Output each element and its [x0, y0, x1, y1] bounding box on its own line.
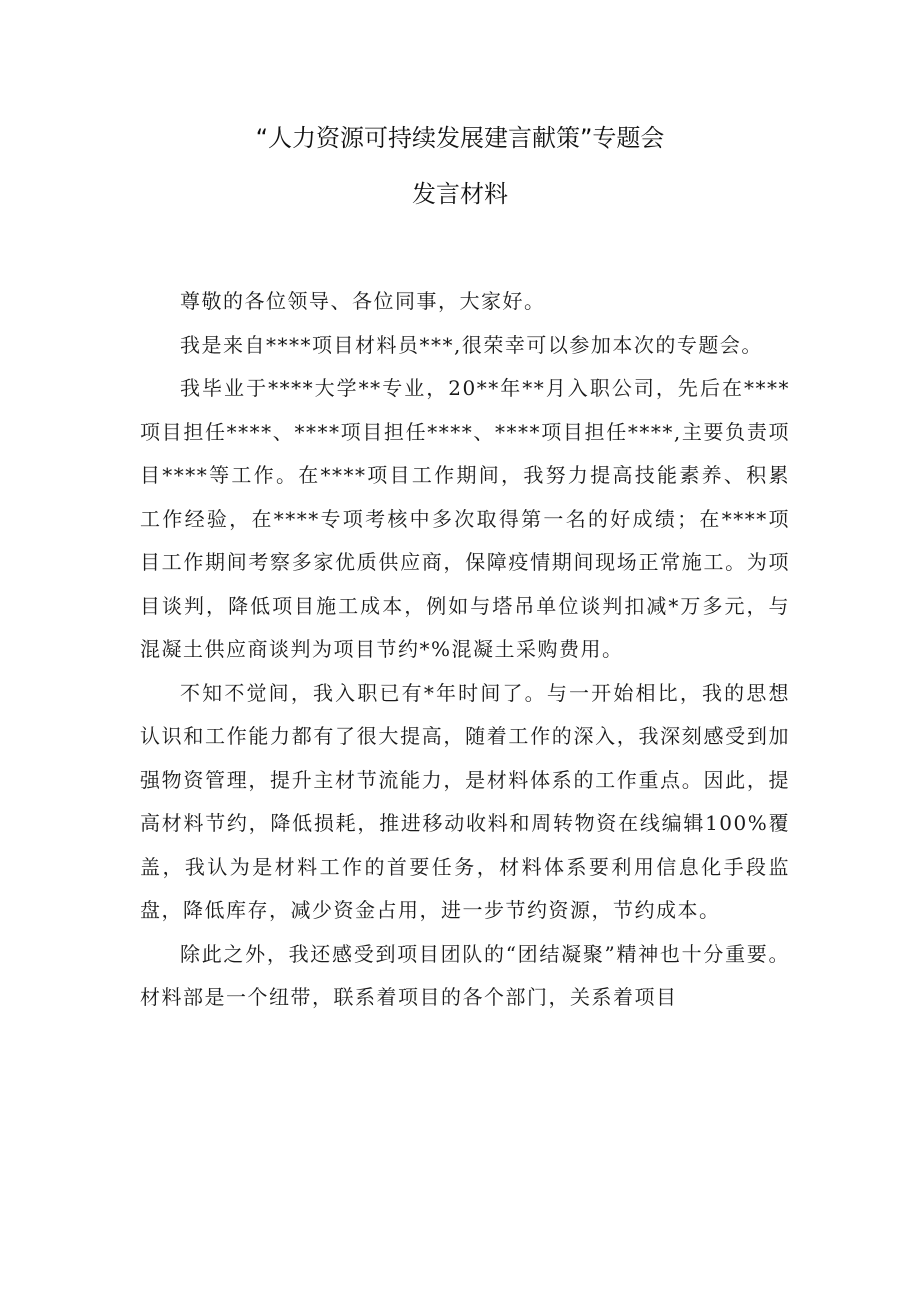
paragraph-background: 我毕业于****大学**专业，20**年**月入职公司，先后在****项目担任****、****项目担任****、****项目担任****,主要负责项目****等工作。在****项目工作期间，我努力提高技能素养、积累工作经验，在****专项考核中多次取得第一名的好成绩；在****项目工作期间考察多家优质供应商，保障疫情期间现场正常施工。为项目谈判，降低项目施工成本，例如与塔吊单位谈判扣减*万多元，与混凝土供应商谈判为项目节约*%混凝土采购费用。	[140, 376, 790, 661]
paragraph-teamwork: 除此之外，我还感受到项目团队的“团结凝聚”精神也十分重要。材料部是一个纽带，联系着项目的各个部门，关系着项目	[140, 941, 790, 1009]
paragraph-greeting: 尊敬的各位领导、各位同事，大家好。	[180, 289, 546, 313]
document-body	[140, 280, 790, 1020]
paragraph-reflection: 不知不觉间，我入职已有*年时间了。与一开始相比，我的思想认识和工作能力都有了很大提高，随着工作的深入，我深刻感受到加强物资管理，提升主材节流能力，是材料体系的工作重点。因此，提高材料节约，降低损耗，推进移动收料和周转物资在线编辑100%覆盖，我认为是材料工作的首要任务，材料体系要利用信息化手段监盘，降低库存，减少资金占用，进一步节约资源，节约成本。	[140, 680, 790, 922]
paragraph-introduction: 我是来自****项目材料员***,很荣幸可以参加本次的专题会。	[180, 332, 763, 357]
document-title-line-1: “人力资源可持续发展建言献策”专题会	[255, 124, 665, 152]
document-title-line-2: 发言材料	[412, 180, 508, 208]
